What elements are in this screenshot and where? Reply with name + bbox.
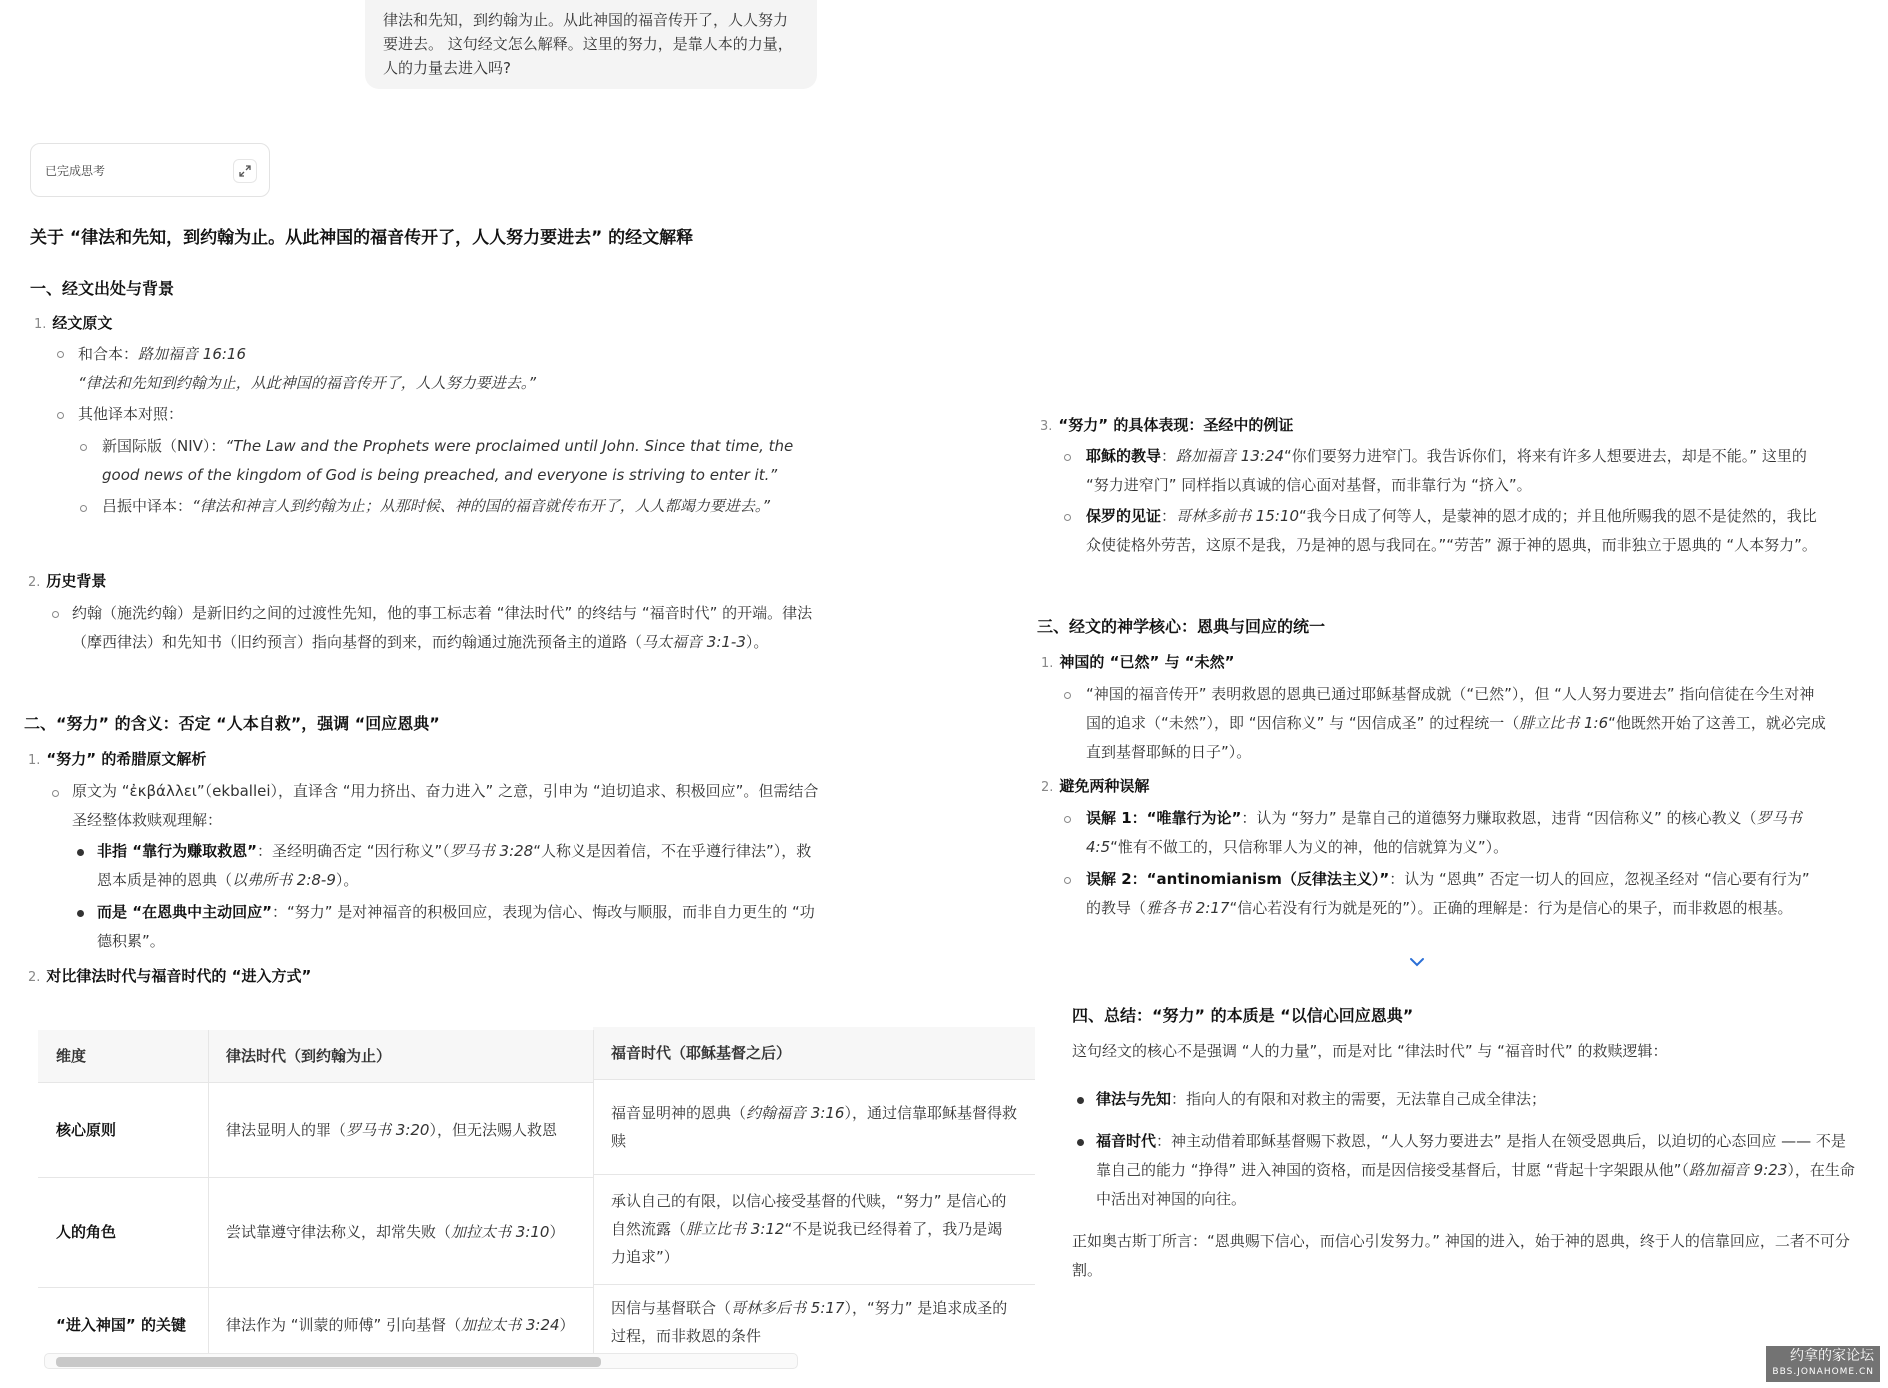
law-prophets-point: 律法与先知：指向人的有限和对救主的需要，无法靠自己成全律法； bbox=[1096, 1090, 1547, 1108]
bullet-marker bbox=[1064, 514, 1071, 521]
table-header-cell: 维度 bbox=[38, 1030, 208, 1082]
bullet-marker bbox=[52, 611, 59, 618]
table-row-label: “进入神国” 的关键 bbox=[56, 1316, 186, 1334]
table-cell: 承认自己的有限，以信心接受基督的代赎，“努力” 是信心的自然流露（腓立比书 3:12“不是说我已经得着了，我乃是竭力追求”） bbox=[611, 1192, 1007, 1266]
table-cell: 福音显明神的恩典（约翰福音 3:16），通过信靠耶稣基督得救赎 bbox=[611, 1103, 1017, 1150]
s2-item2-heading: 2. 对比律法时代与福音时代的 “进入方式” bbox=[28, 967, 312, 985]
table-divider bbox=[38, 1287, 593, 1288]
bullet-marker bbox=[1064, 692, 1071, 699]
s1-item2-heading: 2. 历史背景 bbox=[28, 572, 107, 590]
bullet-marker bbox=[1064, 877, 1071, 884]
bullet-marker bbox=[80, 444, 87, 451]
table-cell: 尝试靠遵守律法称义，却常失败（加拉太书 3:10） bbox=[226, 1223, 565, 1241]
bullet-marker bbox=[77, 849, 84, 856]
section-2-heading: 二、“努力” 的含义：否定 “人本自救”，强调 “回应恩典” bbox=[24, 714, 440, 733]
thinking-label: 已完成思考 bbox=[45, 164, 106, 178]
watermark-title: 约拿的家论坛 bbox=[1790, 1348, 1874, 1364]
comparison-table bbox=[38, 1030, 1035, 1363]
bullet-marker bbox=[1077, 1097, 1084, 1104]
bullet-marker bbox=[77, 910, 84, 917]
table-header-cell: 律法时代（到约翰为止） bbox=[208, 1030, 593, 1082]
table-divider bbox=[593, 1284, 1035, 1285]
s2-item3-heading: 3. “努力” 的具体表现：圣经中的例证 bbox=[1040, 416, 1294, 434]
user-message-bubble bbox=[365, 0, 817, 89]
s1-item1-heading: 1. 经文原文 bbox=[34, 314, 113, 332]
closing-quote: 正如奥古斯丁所言：“恩典赐下信心，而信心引发努力。” 神国的进入，始于神的恩典，终于人的信靠回应，二者不可分割。 bbox=[1072, 1232, 1850, 1279]
bullet-marker bbox=[52, 790, 59, 797]
section-1-heading: 一、经文出处与背景 bbox=[30, 279, 175, 298]
table-divider bbox=[593, 1079, 1035, 1080]
summary-intro: 这句经文的核心不是强调 “人的力量”，而是对比 “律法时代” 与 “福音时代” 的救赎逻辑： bbox=[1072, 1042, 1668, 1060]
table-cell: 律法显明人的罪（罗马书 3:20），但无法赐人救恩 bbox=[226, 1120, 557, 1139]
section-3-heading: 三、经文的神学核心：恩典与回应的统一 bbox=[1037, 617, 1326, 636]
greek-analysis-text: 原文为 “ἐκβάλλει”（ekballei），直译含 “用力挤出、奋力进入” 之意，引申为 “迫切追求、积极回应”。但需结合圣经整体救赎观理解： bbox=[72, 782, 819, 829]
section-4-heading: 四、总结：“努力” 的本质是 “以信心回应恩典” bbox=[1072, 1006, 1414, 1025]
other-translations-label: 其他译本对照： bbox=[78, 405, 184, 423]
paul-testimony-point: 保罗的见证：哥林多前书 15:10“我今日成了何等人，是蒙神的恩才成的；并且他所赐我的恩不是徒然的，我比众使徒格外劳苦，这原不是我，乃是神的恩与我同在。”“劳苦” 源于神的恩典，而非独立于恩典的 “人本努力”。 bbox=[1086, 507, 1817, 554]
lu-translation: 吕振中译本：“律法和神言人到约翰为止；从那时候、神的国的福音就传布开了，人人都竭力要进去。” bbox=[102, 497, 771, 515]
thinking-status-box[interactable] bbox=[30, 143, 270, 197]
table-cell: 律法作为 “训蒙的师傅” 引向基督（加拉太书 3:24） bbox=[226, 1316, 575, 1334]
user-message-text: 律法和先知，到约翰为止。从此神国的福音传开了，人人努力要进去。 这句经文怎么解释。这里的努力，是靠人本的力量，人的力量去进入吗? bbox=[383, 11, 793, 77]
niv-translation: 新国际版（NIV）：“The Law and the Prophets were proclaimed until John. Since that time, the good news of the kingdom of God is being preached, and everyone is striving to enter it.” bbox=[102, 437, 794, 484]
table-divider bbox=[38, 1177, 593, 1178]
historical-background-text: 约翰（施洗约翰）是新旧约之间的过渡性先知，他的事工标志着 “律法时代” 的终结与 “福音时代” 的开端。律法（摩西律法）和先知书（旧约预言）指向基督的到来，而约翰通过施洗预备主的道路（马太福音 3:1-3）。 bbox=[72, 604, 813, 651]
chevron-down-icon[interactable] bbox=[1401, 946, 1433, 978]
table-header-cell: 福音时代（耶稣基督之后） bbox=[593, 1027, 1035, 1079]
watermark-url: BBS.JONAHOME.CN bbox=[1772, 1367, 1874, 1377]
table-divider bbox=[593, 1030, 594, 1363]
active-response-point: 而是 “在恩典中主动回应”：“努力” 是对神福音的积极回应，表现为信心、悔改与顺服，而非自力更生的 “功德积累”。 bbox=[97, 903, 815, 950]
misconception-1: 误解 1：“唯靠行为论”：认为 “努力” 是靠自己的道德努力赚取救恩，违背 “因信称义” 的核心教义（罗马书 4:5“惟有不做工的，只信称罪人为义的神，他的信就算为义”）。 bbox=[1086, 809, 1802, 856]
gospel-era-point: 福音时代：神主动借着耶稣基督赐下救恩，“人人努力要进去” 是指人在领受恩典后，以迫切的心态回应 —— 不是靠自己的能力 “挣得” 进入神国的资格，而是因信接受基督后，甘愿 “背起十字架跟从他”（路加福音 9:23），在生命中活出对神国的向往。 bbox=[1096, 1132, 1855, 1208]
already-not-yet-text: “神国的福音传开” 表明救恩的恩典已通过耶稣基督成就（“已然”），但 “人人努力要进去” 指向信徒在今生对神国的追求（“未然”），即 “因信称义” 与 “因信成圣” 的过程统一（腓立比书 1:6“他既然开始了这善工，就必完成直到基督耶稣的日子”）。 bbox=[1086, 685, 1826, 761]
table-divider bbox=[208, 1030, 209, 1363]
bullet-marker bbox=[1077, 1139, 1084, 1146]
s3-item2-heading: 2. 避免两种误解 bbox=[1041, 777, 1150, 795]
cuv-translation: 和合本：路加福音 16:16 “律法和先知到约翰为止，从此神国的福音传开了，人人努力要进去。” bbox=[78, 345, 537, 392]
bullet-marker bbox=[1064, 454, 1071, 461]
table-row-label: 人的角色 bbox=[56, 1223, 117, 1241]
table-row-label: 核心原则 bbox=[56, 1120, 117, 1139]
expand-icon[interactable] bbox=[233, 159, 257, 183]
jesus-teaching-point: 耶稣的教导：路加福音 13:24“你们要努力进窄门。我告诉你们，将来有许多人想要进去，却是不能。” 这里的 “努力进窄门” 同样指以真诚的信心面对基督，而非靠行为 “挤入”。 bbox=[1086, 447, 1807, 494]
table-scrollbar-thumb[interactable] bbox=[56, 1357, 601, 1367]
table-divider bbox=[593, 1174, 1035, 1175]
bullet-marker bbox=[1064, 816, 1071, 823]
bullet-marker bbox=[57, 351, 64, 358]
s3-item1-heading: 1. 神国的 “已然” 与 “未然” bbox=[1041, 653, 1235, 671]
watermark bbox=[1766, 1346, 1880, 1382]
answer-title: 关于 “律法和先知，到约翰为止。从此神国的福音传开了，人人努力要进去” 的经文解释 bbox=[30, 228, 694, 248]
table-divider bbox=[38, 1082, 593, 1083]
bullet-marker bbox=[57, 412, 64, 419]
not-by-works-point: 非指 “靠行为赚取救恩”：圣经明确否定 “因行称义”（罗马书 3:28“人称义是因着信，不在乎遵行律法”），救恩本质是神的恩典（以弗所书 2:8-9）。 bbox=[97, 842, 812, 889]
bullet-marker bbox=[80, 505, 87, 512]
table-cell: 因信与基督联合（哥林多后书 5:17），“努力” 是追求成圣的过程，而非救恩的条件 bbox=[611, 1299, 1008, 1345]
misconception-2: 误解 2：“antinomianism（反律法主义）”：认为 “恩典” 否定一切人的回应，忽视圣经对 “信心要有行为” 的教导（雅各书 2:17“信心若没有行为就是死的”）。正确的理解是：行为是信心的果子，而非救恩的根基。 bbox=[1086, 870, 1810, 917]
s2-item1-heading: 1. “努力” 的希腊原文解析 bbox=[28, 750, 207, 768]
